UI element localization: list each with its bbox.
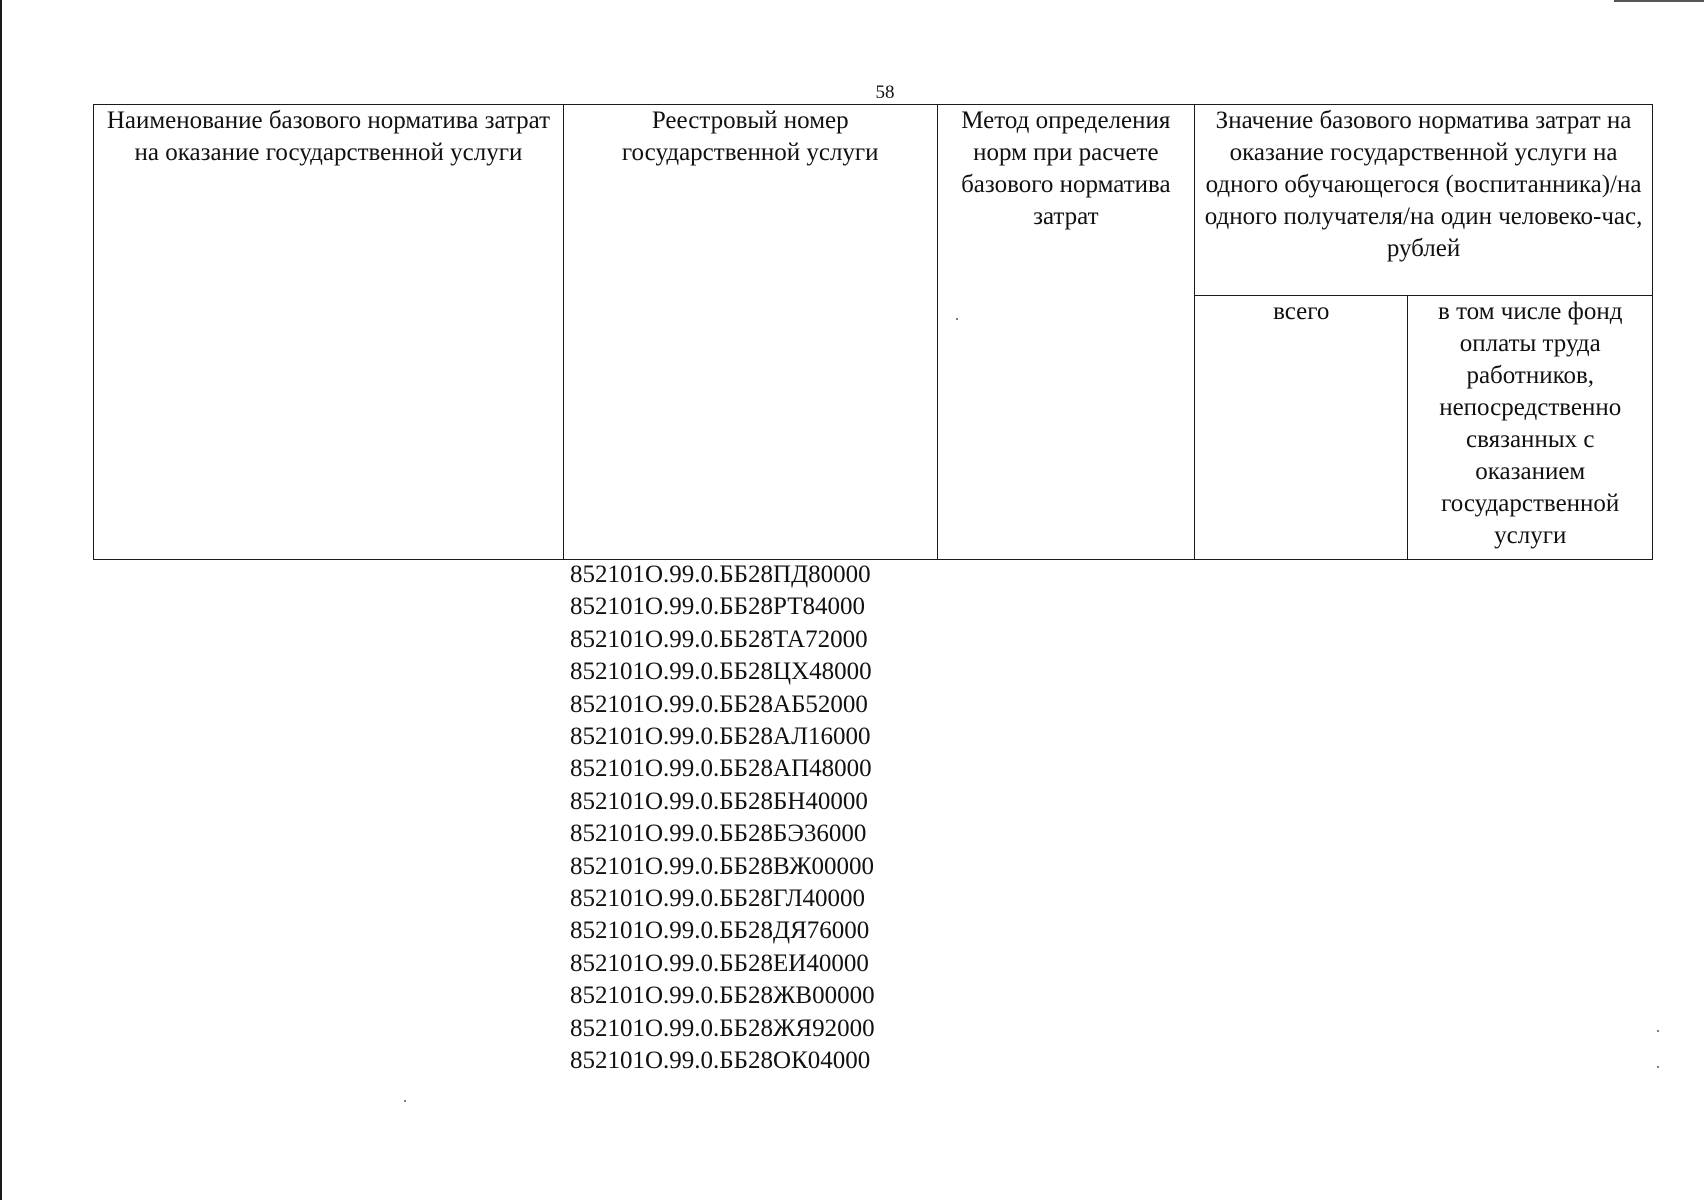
registry-code: 852101О.99.0.ББ28ПД80000 [570, 561, 871, 588]
registry-code: 852101О.99.0.ББ28ДЯ76000 [570, 917, 870, 945]
page-top-right-rule [1614, 0, 1704, 2]
registry-code-list [570, 559, 875, 1078]
header-method: Метод определения норм при расчете базового норматива затрат [937, 105, 1194, 560]
registry-code: 852101О.99.0.ББ28БН40000 [570, 787, 868, 815]
registry-code: 852101О.99.0.ББ28ТА72000 [570, 625, 868, 653]
norm-header-table [93, 104, 1653, 560]
header-value: Значение базового норматива затрат на оказание государственной услуги на одного обучающегося (воспитанника)/на одного получателя/на один человеко-час, рублей [1195, 105, 1653, 296]
registry-code: 852101О.99.0.ББ28ВЖ00000 [570, 852, 874, 880]
registry-code: 852101О.99.0.ББ28ЦХ48000 [570, 658, 872, 686]
header-registry-number: Реестровый номер государственной услуги [563, 105, 937, 560]
registry-code: 852101О.99.0.ББ28ОК04000 [570, 1047, 871, 1075]
registry-code: 852101О.99.0.ББ28ГЛ40000 [570, 885, 866, 913]
scan-speck [404, 1100, 406, 1102]
header-name: Наименование базового норматива затрат на оказание государственной услуги [94, 105, 564, 560]
header-payroll: в том числе фонд оплаты труда работников, непосредственно связанных с оказанием государственной услуги [1408, 296, 1653, 560]
scan-speck [956, 318, 958, 320]
scan-speck [1657, 1066, 1659, 1068]
registry-code: 852101О.99.0.ББ28ЖЯ92000 [570, 1014, 875, 1042]
page-left-edge-rule [0, 0, 2, 1200]
registry-code: 852101О.99.0.ББ28ЕИ40000 [570, 949, 869, 977]
header-total: всего [1195, 296, 1408, 560]
registry-code: 852101О.99.0.ББ28ЖВ00000 [570, 982, 875, 1010]
registry-code: 852101О.99.0.ББ28АБ52000 [570, 690, 868, 718]
page-number: 58 [875, 82, 895, 103]
registry-code: 852101О.99.0.ББ28АП48000 [570, 755, 872, 783]
registry-code: 852101О.99.0.ББ28БЭ36000 [570, 820, 867, 848]
registry-code: 852101О.99.0.ББ28РТ84000 [570, 593, 865, 621]
registry-code: 852101О.99.0.ББ28АЛ16000 [570, 723, 871, 751]
scan-speck [1657, 1030, 1659, 1032]
header-row-top [94, 105, 1653, 296]
